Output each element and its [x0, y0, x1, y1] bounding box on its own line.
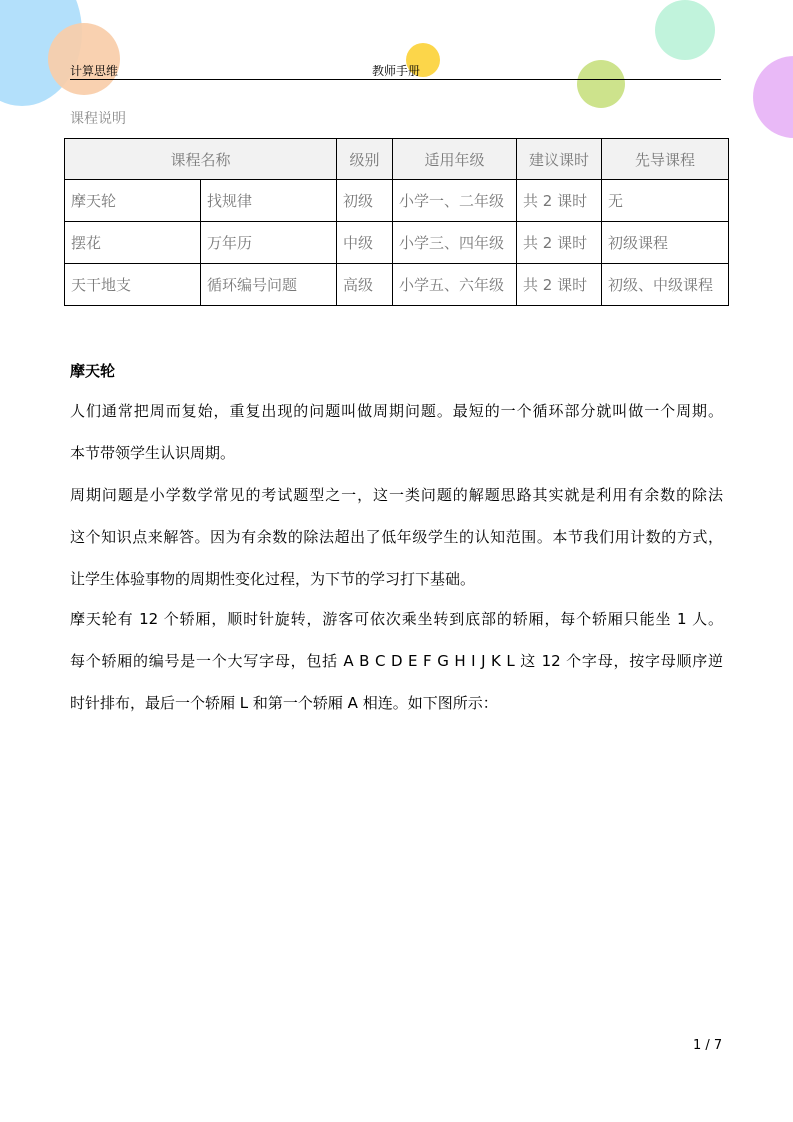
header-divider	[70, 79, 721, 80]
table-header-cell: 建议课时	[517, 139, 602, 180]
paragraph-line: 人们通常把周而复始，重复出现的问题叫做周期问题。最短的一个循环部分就叫做一个周期。	[70, 402, 723, 420]
decor-circle-peach	[48, 23, 120, 95]
table-cell: 初级、中级课程	[602, 264, 729, 306]
table-row	[65, 222, 729, 264]
section-label: 课程说明	[70, 111, 126, 127]
table-cell: 共 2 课时	[517, 264, 602, 306]
table-cell: 找规律	[201, 180, 337, 222]
table-cell: 天干地支	[65, 264, 201, 306]
table-cell: 小学一、二年级	[393, 180, 517, 222]
course-table	[64, 138, 729, 306]
paragraph-line: 摩天轮有 12 个轿厢，顺时针旋转，游客可依次乘坐转到底部的轿厢，每个轿厢只能坐 1 人。	[70, 610, 723, 628]
table-header-cell: 课程名称	[65, 139, 337, 180]
article-title: 摩天轮	[70, 362, 116, 380]
paragraph-line: 时针排布，最后一个轿厢 L 和第一个轿厢 A 相连。如下图所示：	[70, 694, 498, 712]
table-cell: 万年历	[201, 222, 337, 264]
decor-circle-purple	[753, 56, 793, 138]
decor-circle-green	[577, 60, 625, 108]
table-cell: 高级	[337, 264, 393, 306]
table-cell: 无	[602, 180, 729, 222]
table-cell: 循环编号问题	[201, 264, 337, 306]
table-header-cell: 适用年级	[393, 139, 517, 180]
paragraph-line: 本节带领学生认识周期。	[70, 444, 236, 462]
paragraph-line: 让学生体验事物的周期性变化过程，为下节的学习打下基础。	[70, 570, 476, 588]
table-cell: 中级	[337, 222, 393, 264]
table-cell: 初级课程	[602, 222, 729, 264]
paragraph-line: 周期问题是小学数学常见的考试题型之一，这一类问题的解题思路其实就是利用有余数的除法	[70, 486, 723, 504]
header-left-title: 计算思维	[70, 64, 119, 78]
table-cell: 小学三、四年级	[393, 222, 517, 264]
table-header-cell: 先导课程	[602, 139, 729, 180]
table-header-cell: 级别	[337, 139, 393, 180]
page-number: 1 / 7	[693, 1038, 723, 1053]
decor-circle-mint	[655, 0, 715, 60]
table-cell: 共 2 课时	[517, 222, 602, 264]
table-row	[65, 264, 729, 306]
paragraph-line: 这个知识点来解答。因为有余数的除法超出了低年级学生的认知范围。本节我们用计数的方式，	[70, 528, 723, 546]
table-row	[65, 180, 729, 222]
header-center-title: 教师手册	[372, 64, 421, 78]
table-cell: 小学五、六年级	[393, 264, 517, 306]
table-header-row	[65, 139, 729, 180]
table-cell: 摩天轮	[65, 180, 201, 222]
table-cell: 摆花	[65, 222, 201, 264]
table-cell: 共 2 课时	[517, 180, 602, 222]
paragraph-line: 每个轿厢的编号是一个大写字母，包括 A B C D E F G H I J K L 这 12 个字母，按字母顺序逆	[70, 652, 723, 670]
table-cell: 初级	[337, 180, 393, 222]
